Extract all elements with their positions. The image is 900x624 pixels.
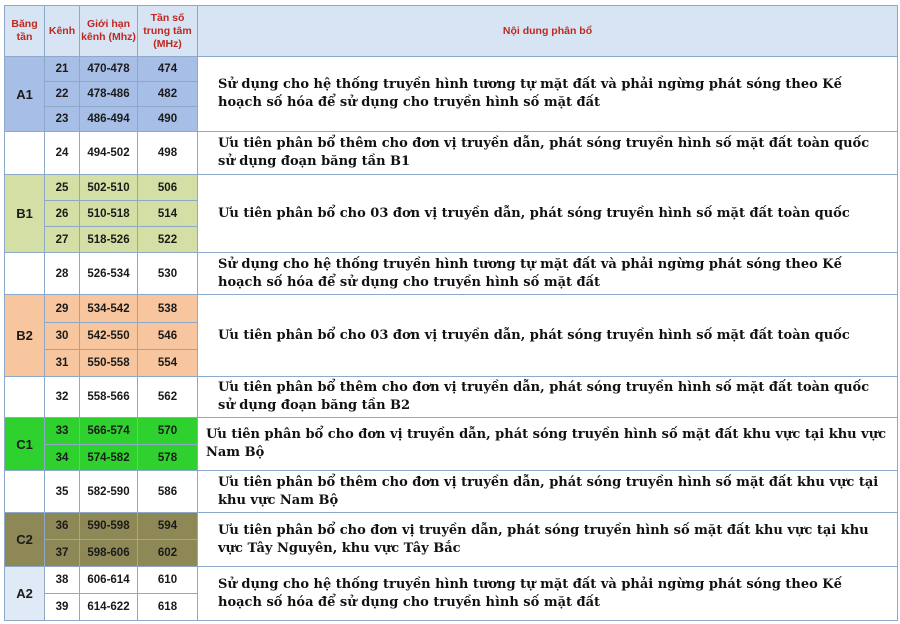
center-cell: 482: [138, 82, 198, 107]
content-cell: [198, 57, 898, 132]
frequency-allocation-table: [4, 5, 898, 621]
content-cell: [198, 253, 898, 295]
limit-cell: 598-606: [80, 540, 138, 567]
channel-cell: 28: [45, 253, 80, 295]
limit-cell: 470-478: [80, 57, 138, 82]
content-text: Ưu tiên phân bổ cho đơn vị truyền dẫn, phát sóng truyền hình số mặt đất khu vực tại khu vực Tây Nguyên, khu vực Tây Bắc: [218, 522, 869, 556]
band-cell-a1: A1: [5, 57, 45, 132]
band-cell-c2: C2: [5, 513, 45, 567]
center-cell: 514: [138, 201, 198, 227]
channel-cell: 33: [45, 418, 80, 445]
header-row: [5, 6, 898, 57]
center-cell: 602: [138, 540, 198, 567]
band-cell-empty: [5, 471, 45, 513]
channel-cell: 26: [45, 201, 80, 227]
limit-cell: 582-590: [80, 471, 138, 513]
channel-cell: 23: [45, 107, 80, 132]
header-channel: Kênh: [45, 6, 80, 57]
header-center-frequency: Tần số trung tâm (MHz): [138, 6, 198, 57]
limit-cell: 606-614: [80, 567, 138, 594]
table-row: [5, 377, 898, 418]
content-text: Ưu tiên phân bổ cho 03 đơn vị truyền dẫn, phát sóng truyền hình số mặt đất toàn quốc: [218, 205, 850, 221]
center-cell: 554: [138, 350, 198, 377]
channel-cell: 27: [45, 227, 80, 253]
channel-cell: 24: [45, 132, 80, 175]
table-row: [5, 132, 898, 175]
limit-cell: 478-486: [80, 82, 138, 107]
limit-cell: 574-582: [80, 445, 138, 471]
limit-cell: 542-550: [80, 323, 138, 350]
limit-cell: 494-502: [80, 132, 138, 175]
band-cell-empty: [5, 132, 45, 175]
center-cell: 530: [138, 253, 198, 295]
content-text: Ưu tiên phân bổ thêm cho đơn vị truyền dẫn, phát sóng truyền hình số mặt đất khu vực tại khu vực Nam Bộ: [218, 474, 879, 508]
content-text: Ưu tiên phân bổ thêm cho đơn vị truyền dẫn, phát sóng truyền hình số mặt đất toàn quốc sử dụng đoạn băng tần B1: [218, 136, 870, 169]
header-band: Băng tần: [5, 6, 45, 57]
content-cell: [198, 567, 898, 621]
content-cell: [198, 175, 898, 253]
band-cell-c1: C1: [5, 418, 45, 471]
content-cell: [198, 471, 898, 513]
channel-cell: 39: [45, 594, 80, 621]
content-cell: [198, 513, 898, 567]
table-row: [5, 567, 898, 594]
band-cell-empty: [5, 253, 45, 295]
table-row: [5, 57, 898, 82]
center-cell: 474: [138, 57, 198, 82]
center-cell: 490: [138, 107, 198, 132]
content-text: Ưu tiên phân bổ cho 03 đơn vị truyền dẫn, phát sóng truyền hình số mặt đất toàn quốc: [218, 327, 850, 343]
table-row: [5, 253, 898, 295]
table-row: [5, 295, 898, 323]
table-row: [5, 513, 898, 540]
content-cell: [198, 377, 898, 418]
content-cell: [198, 132, 898, 175]
limit-cell: 486-494: [80, 107, 138, 132]
center-cell: 578: [138, 445, 198, 471]
content-cell: [198, 418, 898, 471]
limit-cell: 614-622: [80, 594, 138, 621]
channel-cell: 38: [45, 567, 80, 594]
center-cell: 562: [138, 377, 198, 418]
channel-cell: 37: [45, 540, 80, 567]
band-cell-b2: B2: [5, 295, 45, 377]
content-text: Sử dụng cho hệ thống truyền hình tương tự mặt đất và phải ngừng phát sóng theo Kế hoạch số hóa để sử dụng cho truyền hình số mặt đất: [218, 77, 842, 110]
center-cell: 570: [138, 418, 198, 445]
table-row: [5, 471, 898, 513]
channel-cell: 29: [45, 295, 80, 323]
header-allocation-content: Nội dung phân bổ: [198, 6, 898, 57]
channel-cell: 25: [45, 175, 80, 201]
band-cell-empty: [5, 377, 45, 418]
channel-cell: 30: [45, 323, 80, 350]
center-cell: 506: [138, 175, 198, 201]
center-cell: 498: [138, 132, 198, 175]
header-channel-limit: Giới hạn kênh (Mhz): [80, 6, 138, 57]
content-text: Sử dụng cho hệ thống truyền hình tương tự mặt đất và phải ngừng phát sóng theo Kế hoạch số hóa để sử dụng cho truyền hình số mặt đất: [218, 256, 842, 290]
center-cell: 594: [138, 513, 198, 540]
limit-cell: 550-558: [80, 350, 138, 377]
limit-cell: 590-598: [80, 513, 138, 540]
band-cell-a2: A2: [5, 567, 45, 621]
limit-cell: 534-542: [80, 295, 138, 323]
limit-cell: 502-510: [80, 175, 138, 201]
table-row: [5, 418, 898, 445]
band-cell-b1: B1: [5, 175, 45, 253]
center-cell: 586: [138, 471, 198, 513]
content-cell: [198, 295, 898, 377]
table-row: [5, 175, 898, 201]
content-text: Ưu tiên phân bổ thêm cho đơn vị truyền dẫn, phát sóng truyền hình số mặt đất toàn quốc sử dụng đoạn băng tần B2: [218, 380, 870, 413]
center-cell: 618: [138, 594, 198, 621]
channel-cell: 36: [45, 513, 80, 540]
channel-cell: 22: [45, 82, 80, 107]
limit-cell: 558-566: [80, 377, 138, 418]
center-cell: 538: [138, 295, 198, 323]
channel-cell: 21: [45, 57, 80, 82]
center-cell: 610: [138, 567, 198, 594]
content-text: Sử dụng cho hệ thống truyền hình tương tự mặt đất và phải ngừng phát sóng theo Kế hoạch số hóa để sử dụng cho truyền hình số mặt đất: [218, 576, 842, 610]
limit-cell: 518-526: [80, 227, 138, 253]
channel-cell: 31: [45, 350, 80, 377]
limit-cell: 526-534: [80, 253, 138, 295]
channel-cell: 34: [45, 445, 80, 471]
channel-cell: 32: [45, 377, 80, 418]
limit-cell: 566-574: [80, 418, 138, 445]
center-cell: 522: [138, 227, 198, 253]
allocation-table-wrapper: [4, 5, 898, 621]
content-text: Ưu tiên phân bổ cho đơn vị truyền dẫn, phát sóng truyền hình số mặt đất khu vực tại khu vực Nam Bộ: [206, 427, 887, 460]
channel-cell: 35: [45, 471, 80, 513]
center-cell: 546: [138, 323, 198, 350]
limit-cell: 510-518: [80, 201, 138, 227]
